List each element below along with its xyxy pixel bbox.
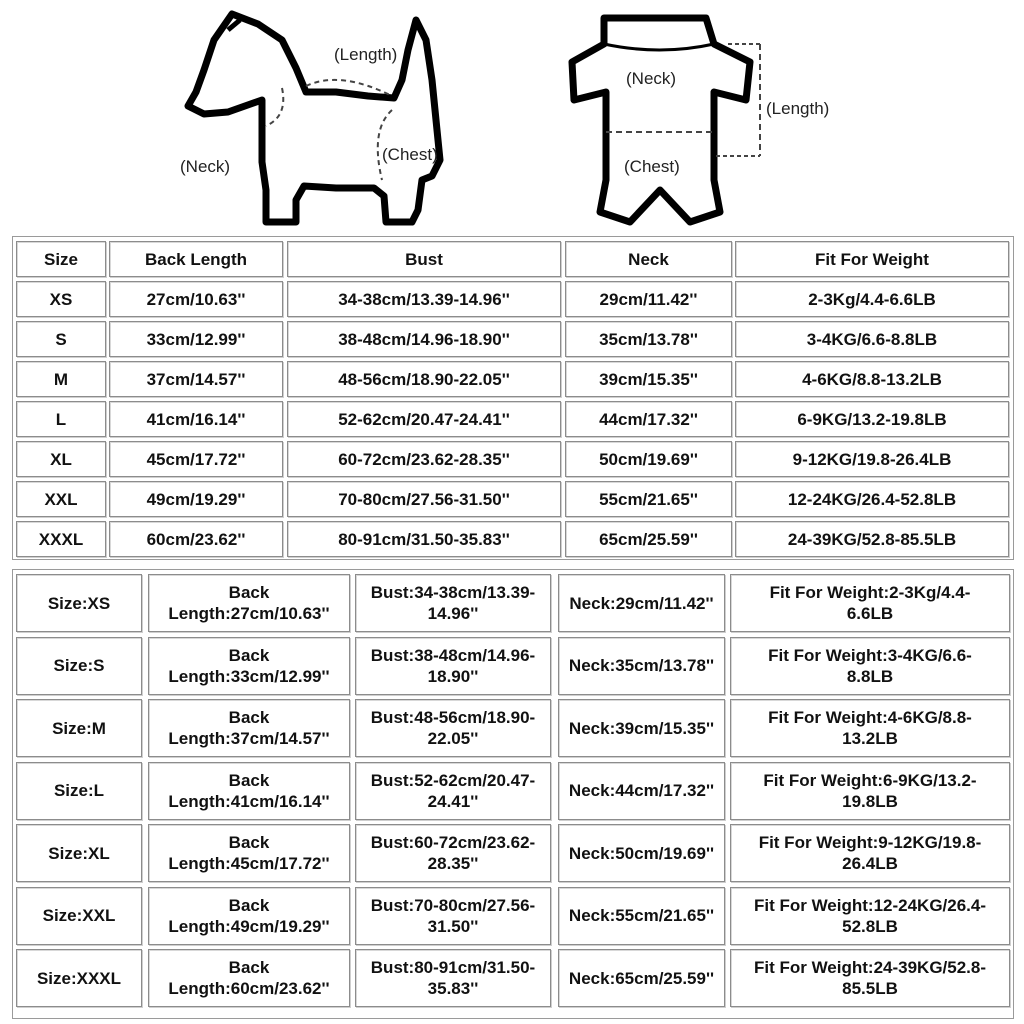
cell-size: M xyxy=(16,361,106,397)
cell-size: XL xyxy=(16,441,106,477)
table-row xyxy=(13,401,1013,437)
cell-line: 6.6LB xyxy=(846,604,894,623)
cell-line: Bust:48-56cm/18.90- xyxy=(370,708,536,727)
cell-size: Size:XL xyxy=(16,824,142,882)
cell-neck xyxy=(558,949,725,1007)
cell-line: 22.05'' xyxy=(427,729,479,748)
cell-neck: 44cm/17.32'' xyxy=(565,401,732,437)
cell-neck: 65cm/25.59'' xyxy=(565,521,732,557)
cell-line: Fit For Weight:2-3Kg/4.4- xyxy=(769,583,971,602)
cell-neck: 29cm/11.42'' xyxy=(565,281,732,317)
cell-line: 24.41'' xyxy=(427,791,479,811)
cell-bust xyxy=(355,949,551,1007)
cell-line: Length:27cm/10.63'' xyxy=(168,604,330,623)
cell-fit-for-weight xyxy=(730,637,1010,695)
cell-line: Bust:34-38cm/13.39- xyxy=(370,583,536,602)
cell-size: S xyxy=(16,321,106,357)
table-row xyxy=(13,824,1013,882)
cell-line: Length:49cm/19.29'' xyxy=(168,916,330,936)
cell-line: Back xyxy=(228,895,270,915)
shirt-neck-label: (Neck) xyxy=(626,69,677,88)
cell-fit-for-weight: 2-3Kg/4.4-6.6LB xyxy=(735,281,1009,317)
cell-neck xyxy=(558,574,725,632)
cell-size: Size:XXXL xyxy=(16,949,142,1007)
cell-line: Fit For Weight:24-39KG/52.8- xyxy=(753,958,987,977)
cell-line: Fit For Weight:12-24KG/26.4- xyxy=(753,895,987,915)
cell-line: Length:41cm/16.14'' xyxy=(168,791,330,811)
cell-line: Bust:38-48cm/14.96- xyxy=(370,645,536,665)
cell-line: Fit For Weight:3-4KG/6.6- xyxy=(768,645,972,665)
cell-line: Fit For Weight:6-9KG/13.2- xyxy=(763,770,977,790)
table-row xyxy=(13,637,1013,695)
header-cell-size: Size xyxy=(16,241,106,277)
cell-line: Neck:50cm/19.69'' xyxy=(568,843,715,863)
table-row xyxy=(13,949,1013,1007)
cell-fit-for-weight xyxy=(730,824,1010,882)
table-row xyxy=(13,441,1013,477)
cell-back-length xyxy=(148,887,350,945)
cell-bust: 48-56cm/18.90-22.05'' xyxy=(287,361,561,397)
cell-line: Neck:55cm/21.65'' xyxy=(568,906,715,925)
cell-line: Length:37cm/14.57'' xyxy=(168,729,330,748)
cell-fit-for-weight xyxy=(730,762,1010,820)
cell-line: 31.50'' xyxy=(427,916,479,936)
cell-size: L xyxy=(16,401,106,437)
cell-line: Length:33cm/12.99'' xyxy=(168,666,330,686)
cell-bust: 70-80cm/27.56-31.50'' xyxy=(287,481,561,517)
dog-length-label: (Length) xyxy=(334,45,398,64)
cell-back-length xyxy=(148,762,350,820)
cell-back-length xyxy=(148,949,350,1007)
cell-fit-for-weight: 24-39KG/52.8-85.5LB xyxy=(735,521,1009,557)
table-row xyxy=(13,281,1013,317)
size-detail-table xyxy=(12,569,1014,1019)
cell-line: 8.8LB xyxy=(846,666,894,686)
cell-bust: 80-91cm/31.50-35.83'' xyxy=(287,521,561,557)
cell-line: Back xyxy=(228,583,270,602)
cell-line: Back xyxy=(228,645,270,665)
cell-bust: 60-72cm/23.62-28.35'' xyxy=(287,441,561,477)
dog-outline-icon xyxy=(188,14,440,222)
cell-back-length xyxy=(148,574,350,632)
cell-bust xyxy=(355,887,551,945)
dog-illustration xyxy=(0,0,1024,232)
cell-line: Fit For Weight:9-12KG/19.8- xyxy=(758,833,982,852)
cell-line: Bust:60-72cm/23.62- xyxy=(370,833,536,852)
shirt-chest-label: (Chest) xyxy=(624,157,680,176)
cell-line: Back xyxy=(228,833,270,852)
header-cell-neck: Neck xyxy=(565,241,732,277)
size-chart-table xyxy=(12,236,1014,560)
shirt-length-label: (Length) xyxy=(766,99,830,118)
cell-line: 18.90'' xyxy=(427,666,479,686)
cell-neck xyxy=(558,762,725,820)
cell-fit-for-weight xyxy=(730,949,1010,1007)
cell-line: Fit For Weight:4-6KG/8.8- xyxy=(768,708,972,727)
cell-neck: 50cm/19.69'' xyxy=(565,441,732,477)
cell-line: 26.4LB xyxy=(842,854,898,873)
cell-neck xyxy=(558,637,725,695)
cell-fit-for-weight: 12-24KG/26.4-52.8LB xyxy=(735,481,1009,517)
cell-line: 28.35'' xyxy=(427,854,479,873)
table-row xyxy=(13,699,1013,757)
cell-line: 35.83'' xyxy=(427,979,479,998)
table-row xyxy=(13,887,1013,945)
cell-back-length: 60cm/23.62'' xyxy=(109,521,283,557)
cell-size: XXXL xyxy=(16,521,106,557)
cell-bust: 52-62cm/20.47-24.41'' xyxy=(287,401,561,437)
cell-line: 52.8LB xyxy=(842,916,898,936)
cell-neck: 39cm/15.35'' xyxy=(565,361,732,397)
cell-size: XS xyxy=(16,281,106,317)
cell-back-length: 37cm/14.57'' xyxy=(109,361,283,397)
table-row xyxy=(13,574,1013,632)
cell-line: Length:60cm/23.62'' xyxy=(168,979,330,998)
cell-neck: 55cm/21.65'' xyxy=(565,481,732,517)
measurement-diagram xyxy=(0,0,1024,232)
cell-bust xyxy=(355,637,551,695)
cell-bust: 34-38cm/13.39-14.96'' xyxy=(287,281,561,317)
cell-neck xyxy=(558,824,725,882)
cell-size: XXL xyxy=(16,481,106,517)
cell-line: Neck:39cm/15.35'' xyxy=(568,718,715,738)
table-row xyxy=(13,361,1013,397)
cell-line: Bust:70-80cm/27.56- xyxy=(370,895,536,915)
table-row xyxy=(13,481,1013,517)
cell-fit-for-weight xyxy=(730,574,1010,632)
cell-size: Size:S xyxy=(16,637,142,695)
cell-neck: 35cm/13.78'' xyxy=(565,321,732,357)
cell-neck xyxy=(558,699,725,757)
cell-size: Size:M xyxy=(16,699,142,757)
table-row xyxy=(13,521,1013,557)
cell-bust xyxy=(355,699,551,757)
cell-line: 14.96'' xyxy=(427,604,479,623)
cell-back-length: 27cm/10.63'' xyxy=(109,281,283,317)
cell-back-length: 49cm/19.29'' xyxy=(109,481,283,517)
cell-size: Size:XXL xyxy=(16,887,142,945)
dog-chest-label: (Chest) xyxy=(382,145,438,164)
cell-back-length: 41cm/16.14'' xyxy=(109,401,283,437)
cell-bust: 38-48cm/14.96-18.90'' xyxy=(287,321,561,357)
cell-line: Back xyxy=(228,770,270,790)
cell-fit-for-weight: 3-4KG/6.6-8.8LB xyxy=(735,321,1009,357)
cell-line: Back xyxy=(228,708,270,727)
cell-back-length: 33cm/12.99'' xyxy=(109,321,283,357)
cell-line: Bust:80-91cm/31.50- xyxy=(370,958,536,977)
header-cell-bust: Bust xyxy=(287,241,561,277)
cell-line: Neck:35cm/13.78'' xyxy=(568,656,715,675)
cell-neck xyxy=(558,887,725,945)
cell-line: Bust:52-62cm/20.47- xyxy=(370,770,536,790)
cell-fit-for-weight xyxy=(730,887,1010,945)
cell-back-length: 45cm/17.72'' xyxy=(109,441,283,477)
cell-line: 85.5LB xyxy=(842,979,898,998)
cell-bust xyxy=(355,574,551,632)
table-row xyxy=(13,321,1013,357)
cell-fit-for-weight: 9-12KG/19.8-26.4LB xyxy=(735,441,1009,477)
cell-line: Neck:29cm/11.42'' xyxy=(569,593,714,613)
table-header-row xyxy=(13,241,1013,277)
cell-fit-for-weight xyxy=(730,699,1010,757)
cell-fit-for-weight: 6-9KG/13.2-19.8LB xyxy=(735,401,1009,437)
table-row xyxy=(13,762,1013,820)
cell-bust xyxy=(355,824,551,882)
cell-back-length xyxy=(148,637,350,695)
cell-line: Back xyxy=(228,958,270,977)
cell-bust xyxy=(355,762,551,820)
header-cell-fit-for-weight: Fit For Weight xyxy=(735,241,1009,277)
cell-line: Neck:44cm/17.32'' xyxy=(568,781,715,800)
cell-back-length xyxy=(148,699,350,757)
cell-line: 19.8LB xyxy=(842,791,898,811)
cell-line: Length:45cm/17.72'' xyxy=(168,854,330,873)
cell-fit-for-weight: 4-6KG/8.8-13.2LB xyxy=(735,361,1009,397)
header-cell-back-length: Back Length xyxy=(109,241,283,277)
dog-neck-label: (Neck) xyxy=(180,157,231,176)
cell-back-length xyxy=(148,824,350,882)
cell-size: Size:XS xyxy=(16,574,142,632)
cell-line: Neck:65cm/25.59'' xyxy=(568,968,715,988)
cell-size: Size:L xyxy=(16,762,142,820)
cell-line: 13.2LB xyxy=(842,729,898,748)
